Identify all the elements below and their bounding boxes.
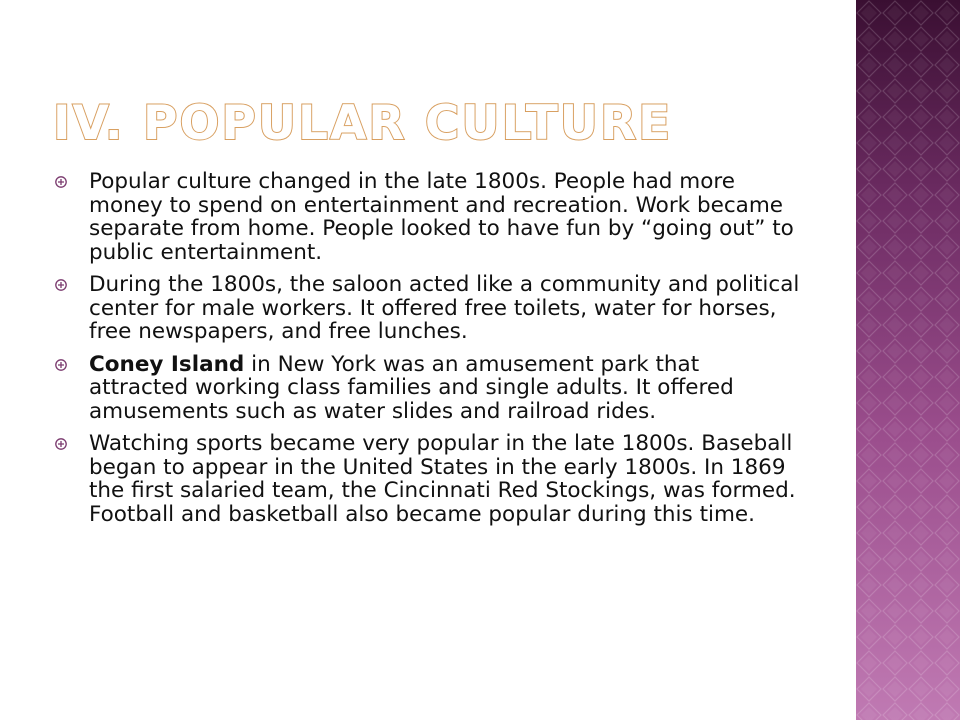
decorative-side-panel xyxy=(856,0,960,720)
bullet-item xyxy=(55,273,800,344)
bullet-text-rest: in New York was an amusement park that attracted working class families and single adults. It offered amusements such as water slides and railroad rides. xyxy=(89,351,734,424)
bullet-item xyxy=(55,353,800,424)
bullet-item xyxy=(55,170,800,264)
bullet-text xyxy=(89,353,800,424)
circled-plus-icon xyxy=(55,438,67,450)
bullet-text: Popular culture changed in the late 1800s. People had more money to spend on entertainment and recreation. Work became separate from home. People looked to have fun by “going out” to public entertainment. xyxy=(89,169,794,265)
circled-plus-icon xyxy=(55,359,67,371)
circled-plus-icon xyxy=(55,279,67,291)
bullet-text: During the 1800s, the saloon acted like a community and political center for male workers. It offered free toilets, water for horses, free newspapers, and free lunches. xyxy=(89,272,800,344)
diamond-pattern xyxy=(856,0,960,720)
bullet-list xyxy=(55,170,800,535)
bullet-bold-term: Coney Island xyxy=(89,351,245,377)
slide-title: IV. POPULAR CULTURE xyxy=(53,96,673,151)
bullet-text: Watching sports became very popular in the late 1800s. Baseball began to appear in the United States in the early 1800s. In 1869 the first salaried team, the Cincinnati Red Stockings, was formed. Football and basketball also became popular during this time. xyxy=(89,431,796,527)
bullet-item xyxy=(55,432,800,526)
circled-plus-icon xyxy=(55,176,67,188)
